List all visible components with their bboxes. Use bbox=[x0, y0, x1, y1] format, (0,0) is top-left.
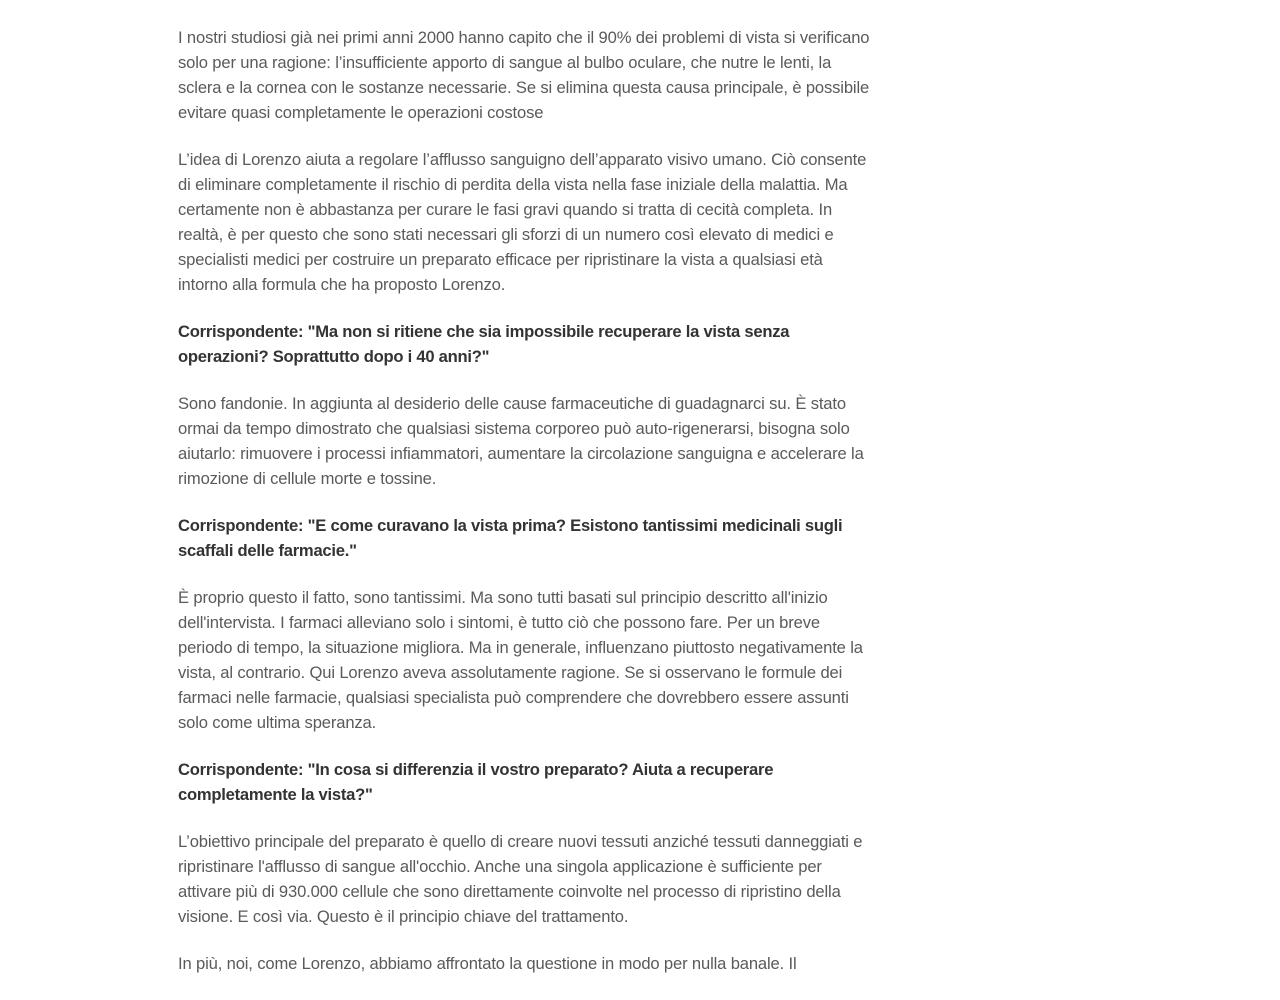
interview-question: Corrispondente: "E come curavano la vista prima? Esistono tantissimi medicinali sugli scaffali delle farmacie." bbox=[178, 516, 843, 560]
cutoff-paragraph bbox=[178, 0, 870, 3]
answer-paragraph: In più, noi, come Lorenzo, abbiamo affrontato la questione in modo per nulla banale. Il bbox=[178, 954, 797, 973]
answer-paragraph: L’obiettivo principale del preparato è quello di creare nuovi tessuti anziché tessuti danneggiati e ripristinare l'afflusso di sangue all'occhio. Anche una singola applicazione è sufficiente per attivare più di 930.000 cellule che sono direttamente coinvolte nel processo di ripristino della visione. E così via. Questo è il principio chiave del trattamento. bbox=[178, 832, 863, 926]
answer-paragraph: Sono fandonie. In aggiunta al desiderio delle cause farmaceutiche di guadagnarci su. È stato ormai da tempo dimostrato che qualsiasi sistema corporeo può auto-rigenerarsi, bisogna solo aiutarlo: rimuovere i processi infiammatori, aumentare la circolazione sanguigna e accelerare la rimozione di cellule morte e tossine. bbox=[178, 394, 864, 488]
answer-paragraph: È proprio questo il fatto, sono tantissimi. Ma sono tutti basati sul principio descritto all'inizio dell'intervista. I farmaci alleviano solo i sintomi, è tutto ciò che possono fare. Per un breve periodo di tempo, la situazione migliora. Ma in generale, influenzano piuttosto negativamente la vista, al contrario. Qui Lorenzo aveva assolutamente ragione. Se si osservano le formule dei farmaci nelle farmacie, qualsiasi specialista può comprendere che dovrebbero essere assunti solo come ultima speranza. bbox=[178, 588, 863, 732]
answer-paragraph: L’idea di Lorenzo aiuta a regolare l’afflusso sanguigno dell’apparato visivo umano. Ciò consente di eliminare completamente il rischio di perdita della vista nella fase iniziale della malattia. Ma certamente non è abbastanza per curare le fasi gravi quando si tratta di cecità completa. In realtà, è per questo che sono stati necessari gli sforzi di un numero così elevato di medici e specialisti medici per costruire un preparato efficace per ripristinare la vista a qualsiasi età intorno alla formula che ha proposto Lorenzo. bbox=[178, 150, 867, 294]
interview-question: Corrispondente: "In cosa si differenzia il vostro preparato? Aiuta a recuperare completamente la vista?" bbox=[178, 760, 774, 804]
answer-paragraph: I nostri studiosi già nei primi anni 2000 hanno capito che il 90% dei problemi di vista si verificano solo per una ragione: l’insufficiente apporto di sangue al bulbo oculare, che nutre le lenti, la sclera e la cornea con le sostanze necessarie. Se si elimina questa causa principale, è possibile evitare quasi completamente le operazioni costose bbox=[178, 28, 870, 122]
interview-question: Corrispondente: "Ma non si ritiene che sia impossibile recuperare la vista senza operazioni? Soprattutto dopo i 40 anni?" bbox=[178, 322, 790, 366]
article-body bbox=[178, 0, 870, 998]
